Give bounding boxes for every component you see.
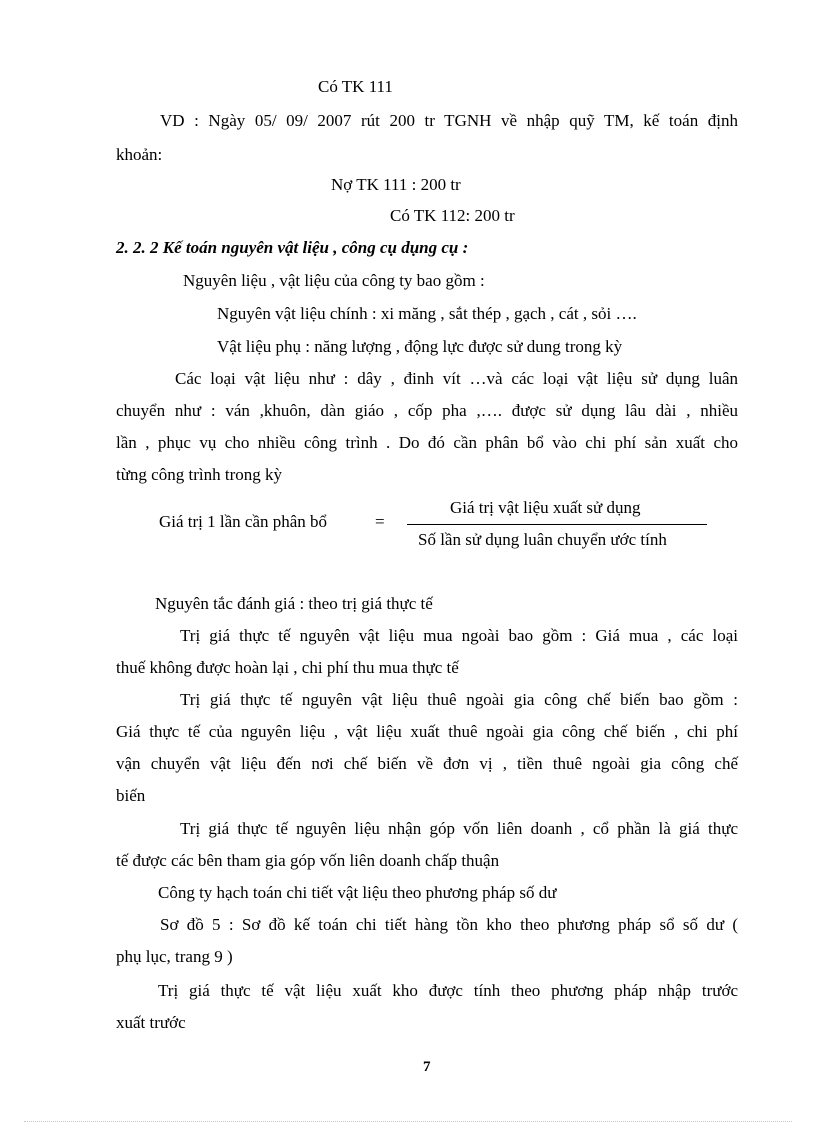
outsourced-processing-line-4: biến	[116, 786, 146, 805]
auxiliary-materials-line: Vật liệu phụ : năng lượng , động lực được sử dung trong kỳ	[217, 337, 623, 356]
section-heading: 2. 2. 2 Kế toán nguyên vật liệu , công cụ dụng cụ :	[116, 238, 469, 257]
credit-account-111-line: Có TK 111	[318, 77, 393, 96]
capital-contribution-line-2: tế được các bên tham gia góp vốn liên doanh chấp thuận	[116, 851, 500, 870]
fifo-valuation-line-1: Trị giá thực tế vật liệu xuất kho được tính theo phương pháp nhập trước	[158, 981, 738, 1000]
outsourced-processing-line-2: Giá thực tế của nguyên liệu , vật liệu xuất thuê ngoài gia công chế biến , chi phí	[116, 722, 738, 741]
diagram-reference-line-1: Sơ đồ 5 : Sơ đồ kế toán chi tiết hàng tồn kho theo phương pháp sổ số dư (	[160, 915, 738, 934]
page-bottom-border	[24, 1121, 792, 1122]
purchased-materials-line-2: thuế không được hoàn lại , chi phí thu mua thực tế	[116, 658, 459, 677]
credit-account-112-entry: Có TK 112: 200 tr	[390, 206, 515, 225]
materials-paragraph-line-4: từng công trình trong kỳ	[116, 465, 282, 484]
formula-denominator: Số lần sử dụng luân chuyển ước tính	[418, 530, 667, 549]
fifo-valuation-line-2: xuất trước	[116, 1013, 186, 1032]
diagram-reference-line-2: phụ lục, trang 9 )	[116, 947, 233, 966]
example-paragraph-line-1: VD : Ngày 05/ 09/ 2007 rút 200 tr TGNH về nhập quỹ TM, kế toán định	[160, 111, 738, 130]
formula-fraction-line	[407, 524, 707, 525]
materials-paragraph-line-3: lần , phục vụ cho nhiều công trình . Do đó cần phân bổ vào chi phí sản xuất cho	[116, 433, 738, 452]
main-materials-line: Nguyên vật liệu chính : xi măng , sắt thép , gạch , cát , sỏi ….	[217, 304, 637, 323]
formula-numerator: Giá trị vật liệu xuất sử dụng	[450, 498, 641, 517]
example-paragraph-line-2: khoản:	[116, 145, 163, 164]
debit-account-111-entry: Nợ TK 111 : 200 tr	[331, 175, 461, 194]
outsourced-processing-line-1: Trị giá thực tế nguyên vật liệu thuê ngoài gia công chế biến bao gồm :	[180, 690, 738, 709]
detailed-accounting-method-line: Công ty hạch toán chi tiết vật liệu theo phương pháp số dư	[158, 883, 557, 902]
purchased-materials-line-1: Trị giá thực tế nguyên vật liệu mua ngoài bao gồm : Giá mua , các loại	[180, 626, 738, 645]
outsourced-processing-line-3: vận chuyển vật liệu đến nơi chế biến về đơn vị , tiền thuê ngoài gia công chế	[116, 754, 738, 773]
materials-intro-line: Nguyên liệu , vật liệu của công ty bao gồm :	[183, 271, 485, 290]
materials-paragraph-line-2: chuyển như : ván ,khuôn, dàn giáo , cốp pha ,…. được sử dụng lâu dài , nhiều	[116, 401, 738, 420]
materials-paragraph-line-1: Các loại vật liệu như : dây , đinh vít …và các loại vật liệu sử dụng luân	[175, 369, 738, 388]
formula-equals-sign: =	[375, 512, 385, 531]
formula-left-side: Giá trị 1 lần cần phân bổ	[159, 512, 328, 531]
valuation-principle-line: Nguyên tắc đánh giá : theo trị giá thực tế	[155, 594, 433, 613]
capital-contribution-line-1: Trị giá thực tế nguyên liệu nhận góp vốn liên doanh , cổ phần là giá thực	[180, 819, 738, 838]
page-number: 7	[423, 1059, 431, 1075]
